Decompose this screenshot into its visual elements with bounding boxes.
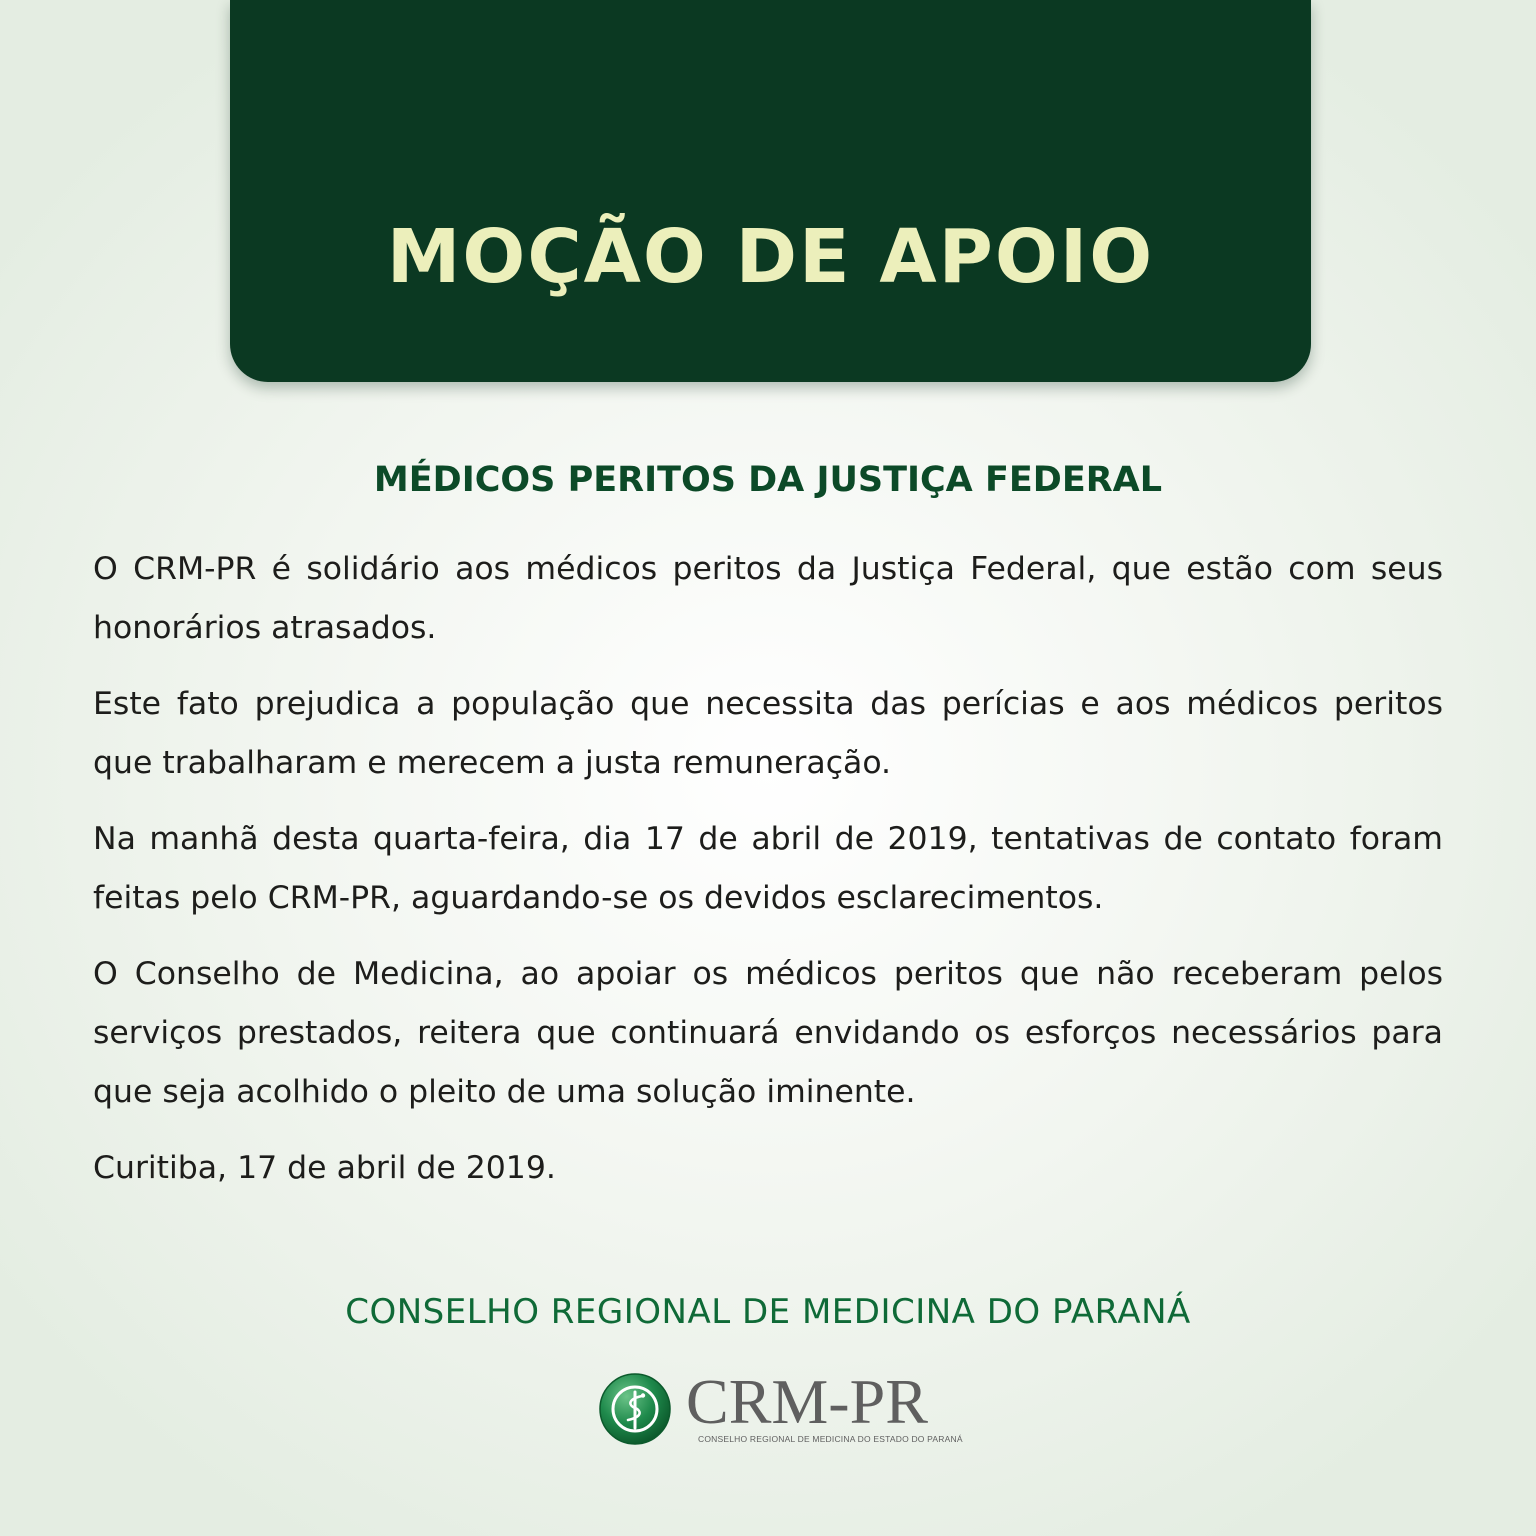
- paragraph-3: Na manhã desta quarta-feira, dia 17 de abril de 2019, tentativas de contato foram feitas pelo CRM-PR, aguardando-se os devidos esclarecimentos.: [93, 821, 1443, 916]
- caduceus-seal-icon: [598, 1372, 672, 1446]
- paragraph-4: O Conselho de Medicina, ao apoiar os médicos peritos que não receberam pelos serviços prestados, reitera que continuará envidando os esforços necessários para que seja acolhido o pleito de uma solução iminente.: [93, 956, 1443, 1110]
- crm-pr-logo: [598, 1366, 963, 1447]
- page-title: MOÇÃO DE APOIO: [386, 214, 1155, 300]
- header-banner: [230, 0, 1311, 382]
- section-subtitle: MÉDICOS PERITOS DA JUSTIÇA FEDERAL: [373, 460, 1163, 500]
- paragraph-1: O CRM-PR é solidário aos médicos peritos da Justiça Federal, que estão com seus honorários atrasados.: [93, 551, 1443, 646]
- logo-wordmark: CRM-PR: [686, 1366, 928, 1437]
- paragraph-2: Este fato prejudica a população que necessita das perícias e aos médicos peritos que trabalharam e merecem a justa remuneração.: [93, 686, 1443, 781]
- logo-subtitle: CONSELHO REGIONAL DE MEDICINA DO ESTADO DO PARANÁ: [698, 1434, 963, 1444]
- signature-organization: CONSELHO REGIONAL DE MEDICINA DO PARANÁ: [345, 1292, 1191, 1332]
- date-line: Curitiba, 17 de abril de 2019.: [93, 1150, 556, 1186]
- body-text: [93, 540, 1443, 1215]
